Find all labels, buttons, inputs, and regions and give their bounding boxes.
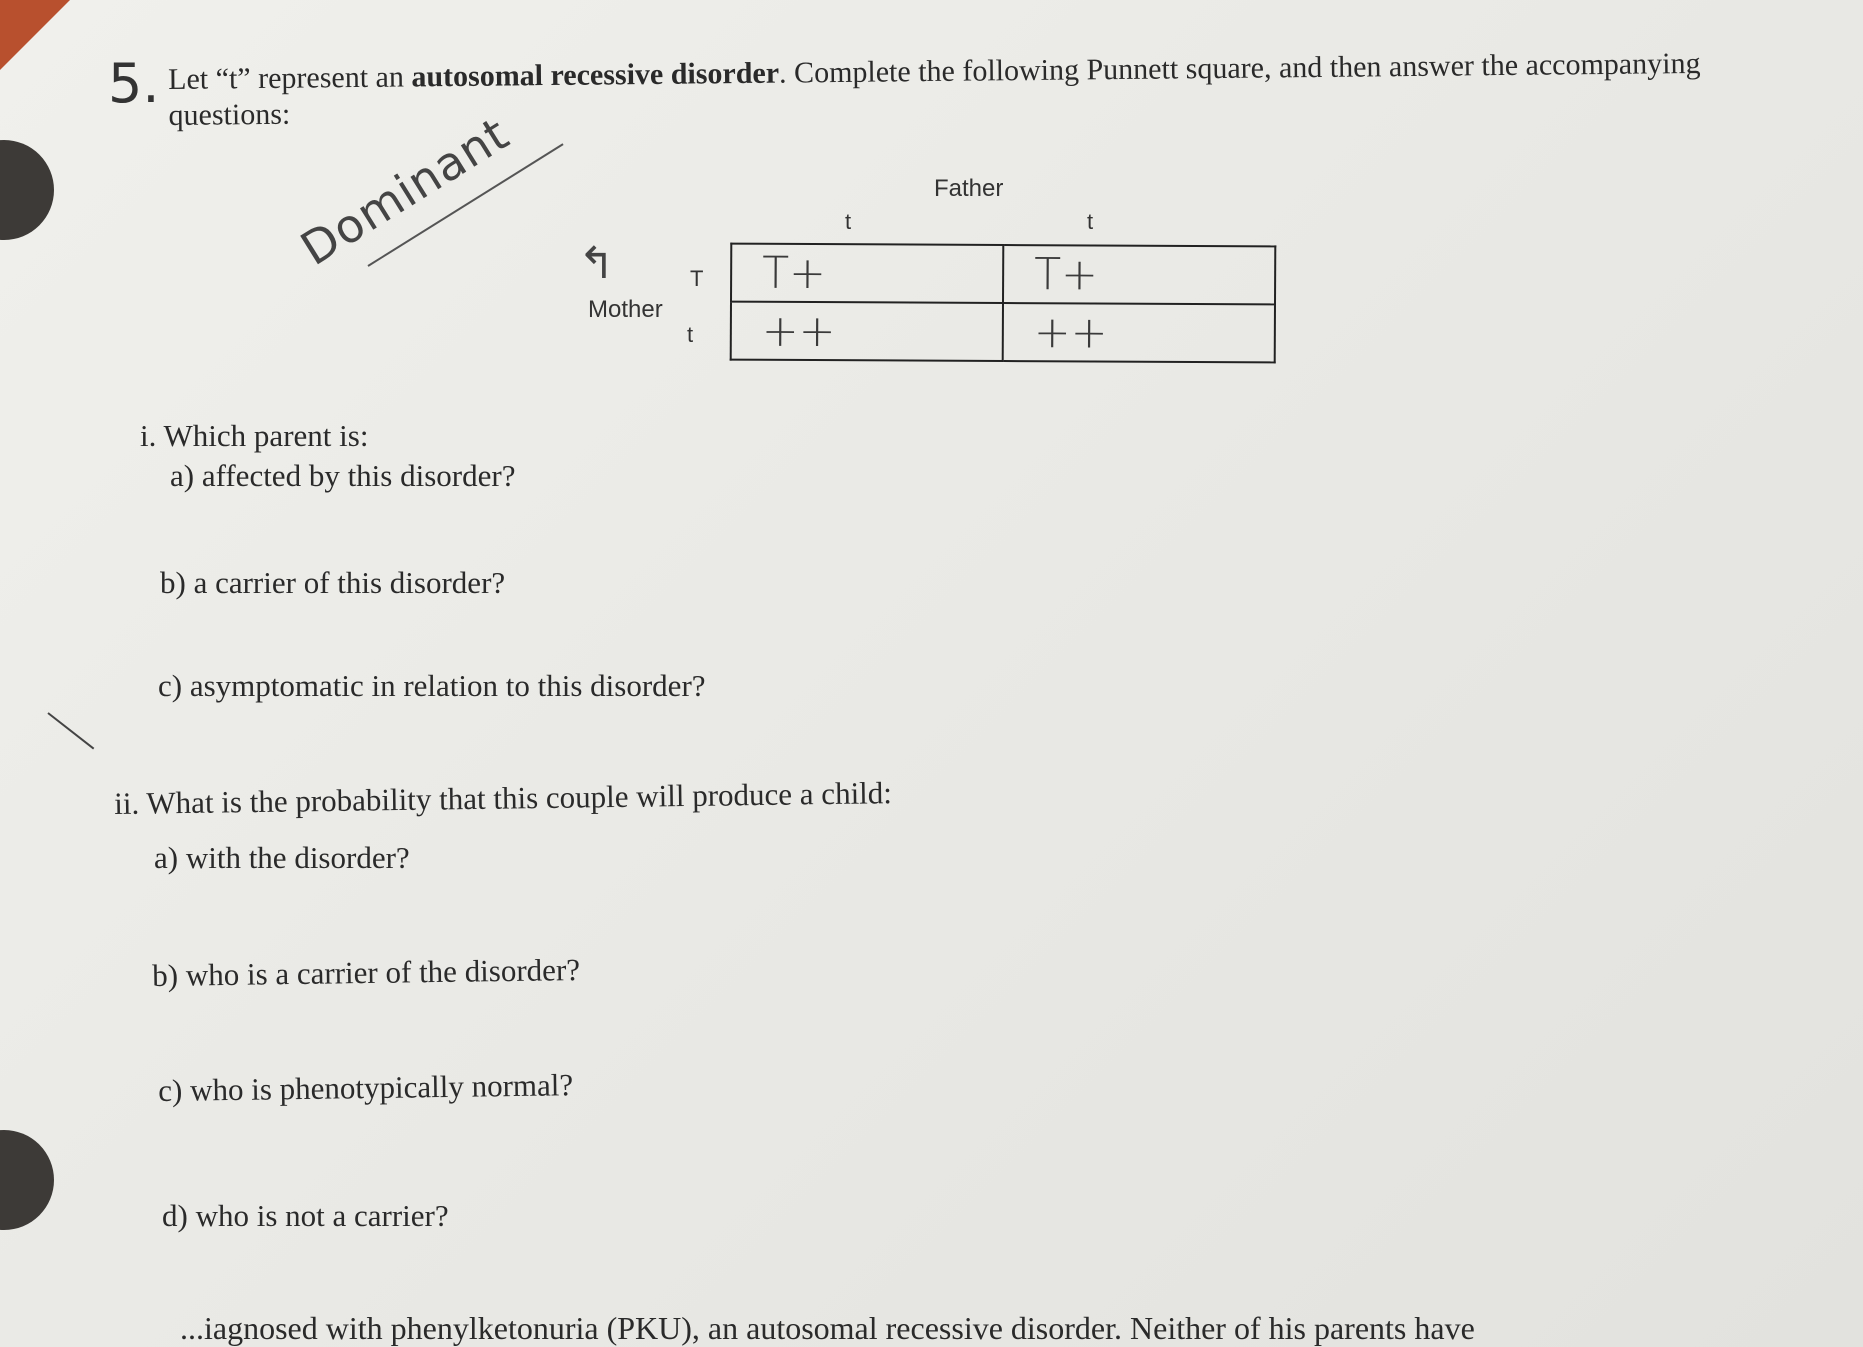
punnett-cell[interactable]: T+	[731, 244, 1003, 303]
prompt-start: Let “t” represent an	[168, 60, 412, 96]
punnett-row	[731, 302, 1275, 363]
part-i-question-a: a) affected by this disorder?	[170, 458, 516, 493]
pen-mark	[47, 712, 94, 749]
question-number: 5.	[108, 52, 160, 115]
part-i-question-b: b) a carrier of this disorder?	[160, 565, 506, 600]
binder-hole-bottom	[0, 1130, 54, 1230]
binder-hole-top	[0, 140, 54, 240]
father-label: Father	[934, 175, 1004, 202]
father-allele-2: t	[1087, 209, 1094, 234]
next-question-cutoff: ...iagnosed with phenylketonuria (PKU), an autosomal recessive disorder. Neither of his parents have	[180, 1310, 1475, 1346]
mother-allele-1: T	[690, 266, 704, 291]
part-i-heading: i. Which parent is:	[140, 418, 369, 453]
part-i-question-c: c) asymptomatic in relation to this disorder?	[158, 668, 706, 703]
arrow-icon: ↰	[578, 238, 615, 289]
prompt-bold: autosomal recessive disorder	[411, 56, 780, 94]
prompt-end: . Complete the following Punnett square, and then answer the accompanying questions:	[168, 46, 1701, 132]
punnett-square	[730, 243, 1277, 364]
mother-label: Mother	[588, 296, 663, 323]
mother-allele-2: t	[687, 322, 694, 347]
part-ii-question-d: d) who is not a carrier?	[162, 1198, 449, 1233]
part-ii-question-c: c) who is phenotypically normal?	[158, 1067, 574, 1108]
part-ii-heading: ii. What is the probability that this couple will produce a child:	[114, 775, 893, 821]
page-corner-fold	[0, 0, 70, 70]
handwritten-annotation: Dominant	[291, 106, 519, 276]
father-allele-1: t	[845, 209, 852, 234]
part-ii-question-b: b) who is a carrier of the disorder?	[152, 952, 581, 993]
part-ii-question-a: a) with the disorder?	[154, 840, 410, 875]
question-prompt	[168, 46, 1729, 134]
punnett-row	[731, 244, 1275, 305]
punnett-cell[interactable]: ++	[1003, 303, 1275, 362]
punnett-cell[interactable]: T+	[1003, 245, 1275, 304]
punnett-cell[interactable]: ++	[731, 302, 1003, 361]
